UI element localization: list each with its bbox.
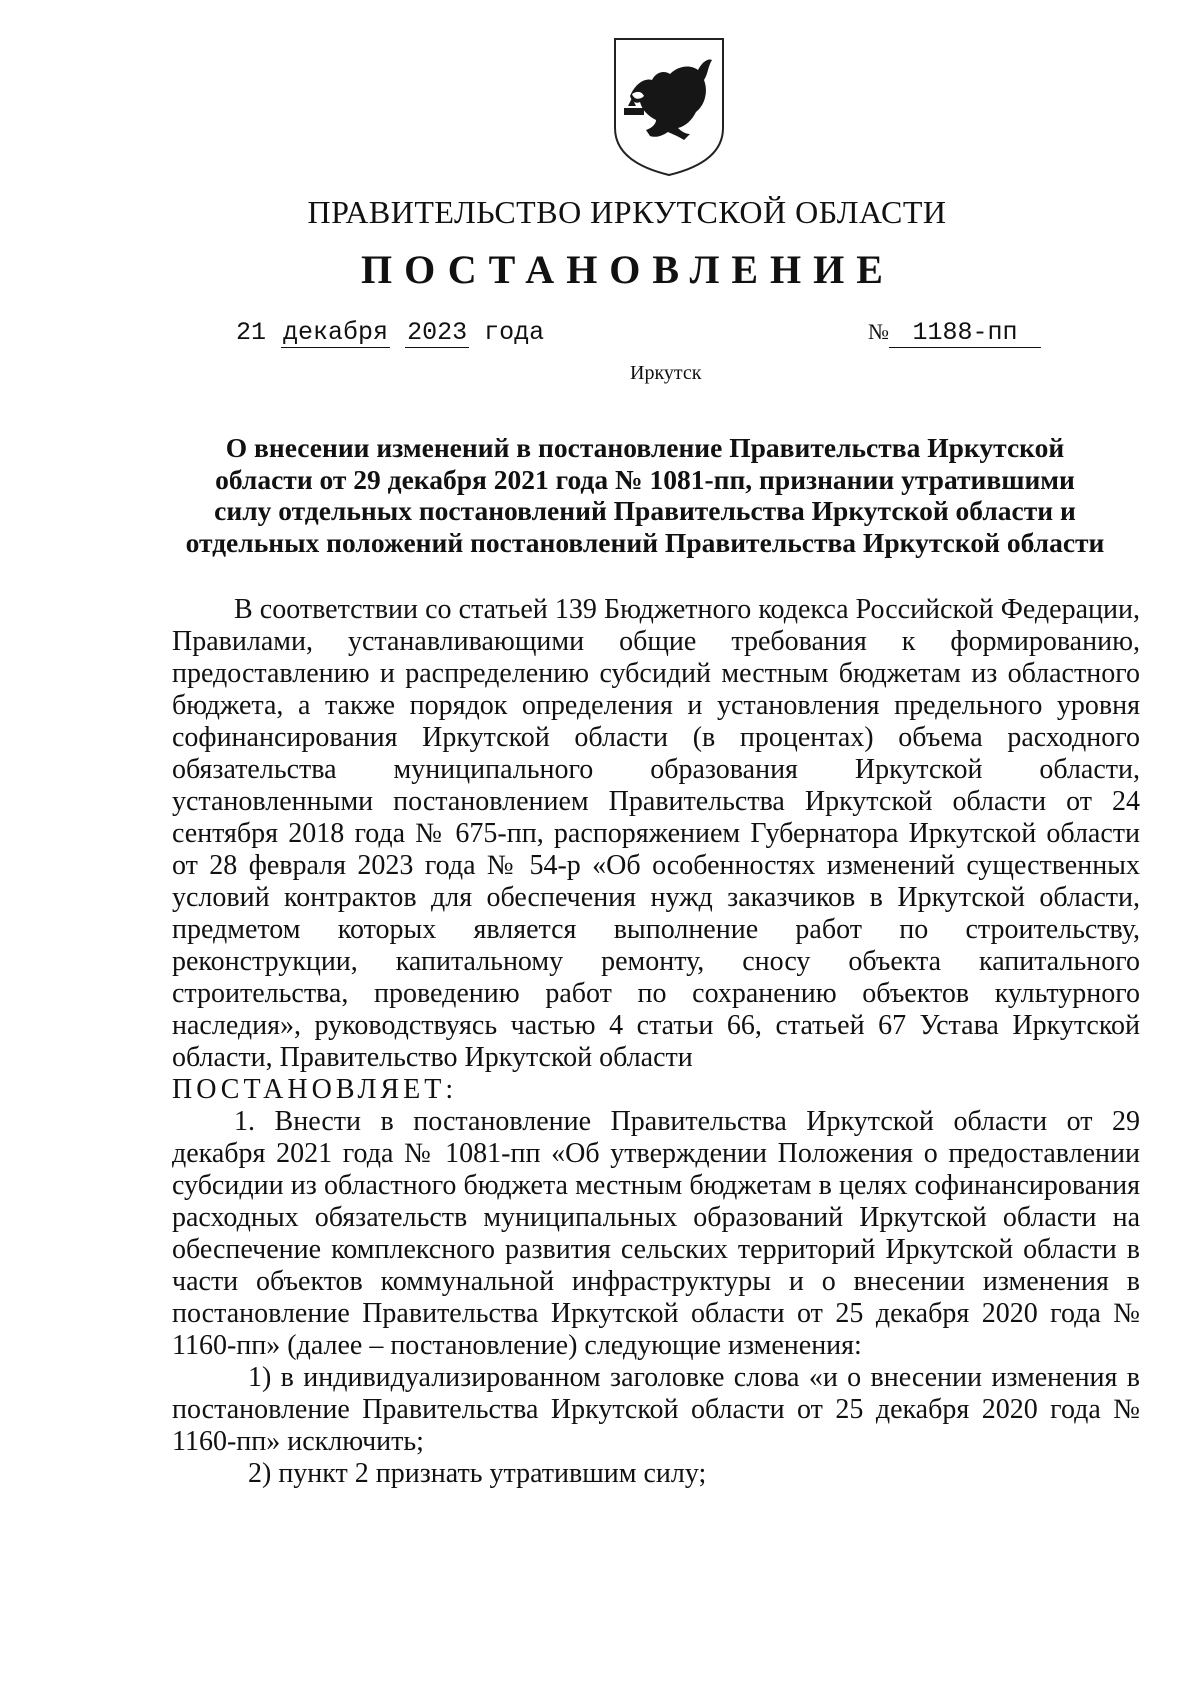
title-line: О внесении изменений в постановление Правительства Иркутской: [225, 432, 1065, 463]
document-type-heading: ПОСТАНОВЛЕНИЕ: [361, 247, 895, 292]
document-title: [150, 432, 1140, 558]
government-name: ПРАВИТЕЛЬСТВО ИРКУТСКОЙ ОБЛАСТИ: [307, 194, 947, 230]
title-line: отдельных положений постановлений Правительства Иркутской области: [185, 526, 1105, 558]
irkutsk-coat-of-arms-icon: [612, 36, 726, 178]
document-body: [172, 594, 1140, 1490]
number-value: 1188-пп: [889, 318, 1041, 348]
subitem-1-paragraph: 1) в индивидуализированном заголовке слова «и о внесении изменения в постановление Правительства Иркутской области от 25 декабря 2020 года № 1160-пп» исключить;: [172, 1362, 1140, 1457]
city-name: Иркутск: [630, 362, 702, 384]
date-day: 21: [236, 318, 267, 347]
number-sign: №: [868, 319, 889, 344]
preamble-paragraph: В соответствии со статьей 139 Бюджетного кодекса Российской Федерации, Правилами, устанавливающими общие требования к формированию, предоставлению и распределению субсидий местным бюджетам из областного бюджета, а также порядок определения и установления предельного уровня софинансирования Иркутской области (в процентах) объема расходного обязательства муниципального образования Иркутской области, установленными постановлением Правительства Иркутской области от 24 сентября 2018 года № 675-пп, распоряжением Губернатора Иркутской области от 28 февраля 2023 года № 54-р «Об особенностях изменений существенных условий контрактов для обеспечения нужд заказчиков в Иркутской области, предметом которых является выполнение работ по строительству, реконструкции, капитальному ремонту, сносу объекта капитального строительства, проведению работ по сохранению объектов культурного наследия», руководствуясь частью 4 статьи 66, статьей 67 Устава Иркутской области, Правительство Иркутской области: [172, 594, 1140, 1073]
title-line: области от 29 декабря 2021 года № 1081-пп, признании утратившими: [215, 463, 1075, 495]
date-suffix: года: [484, 318, 545, 347]
document-date: [236, 318, 544, 347]
decree-word: ПОСТАНОВЛЯЕТ:: [172, 1074, 458, 1105]
document-number: [868, 318, 1041, 348]
item-1-paragraph: 1. Внести в постановление Правительства Иркутской области от 29 декабря 2021 года № 1081-пп «Об утверждении Положения о предоставлении субсидии из областного бюджета местным бюджетам в целях софинансирования расходных обязательств муниципальных образований Иркутской области на обеспечение комплексного развития сельских территорий Иркутской области в части объектов коммунальной инфраструктуры и о внесении изменения в постановление Правительства Иркутской области от 25 декабря 2020 года № 1160-пп» (далее – постановление) следующие изменения:: [172, 1106, 1140, 1361]
date-year: 2023: [407, 318, 468, 347]
title-line: силу отдельных постановлений Правительства Иркутской области и: [214, 495, 1076, 526]
subitem-2-paragraph: 2) пункт 2 признать утратившим силу;: [248, 1458, 707, 1489]
date-month: декабря: [283, 318, 389, 347]
